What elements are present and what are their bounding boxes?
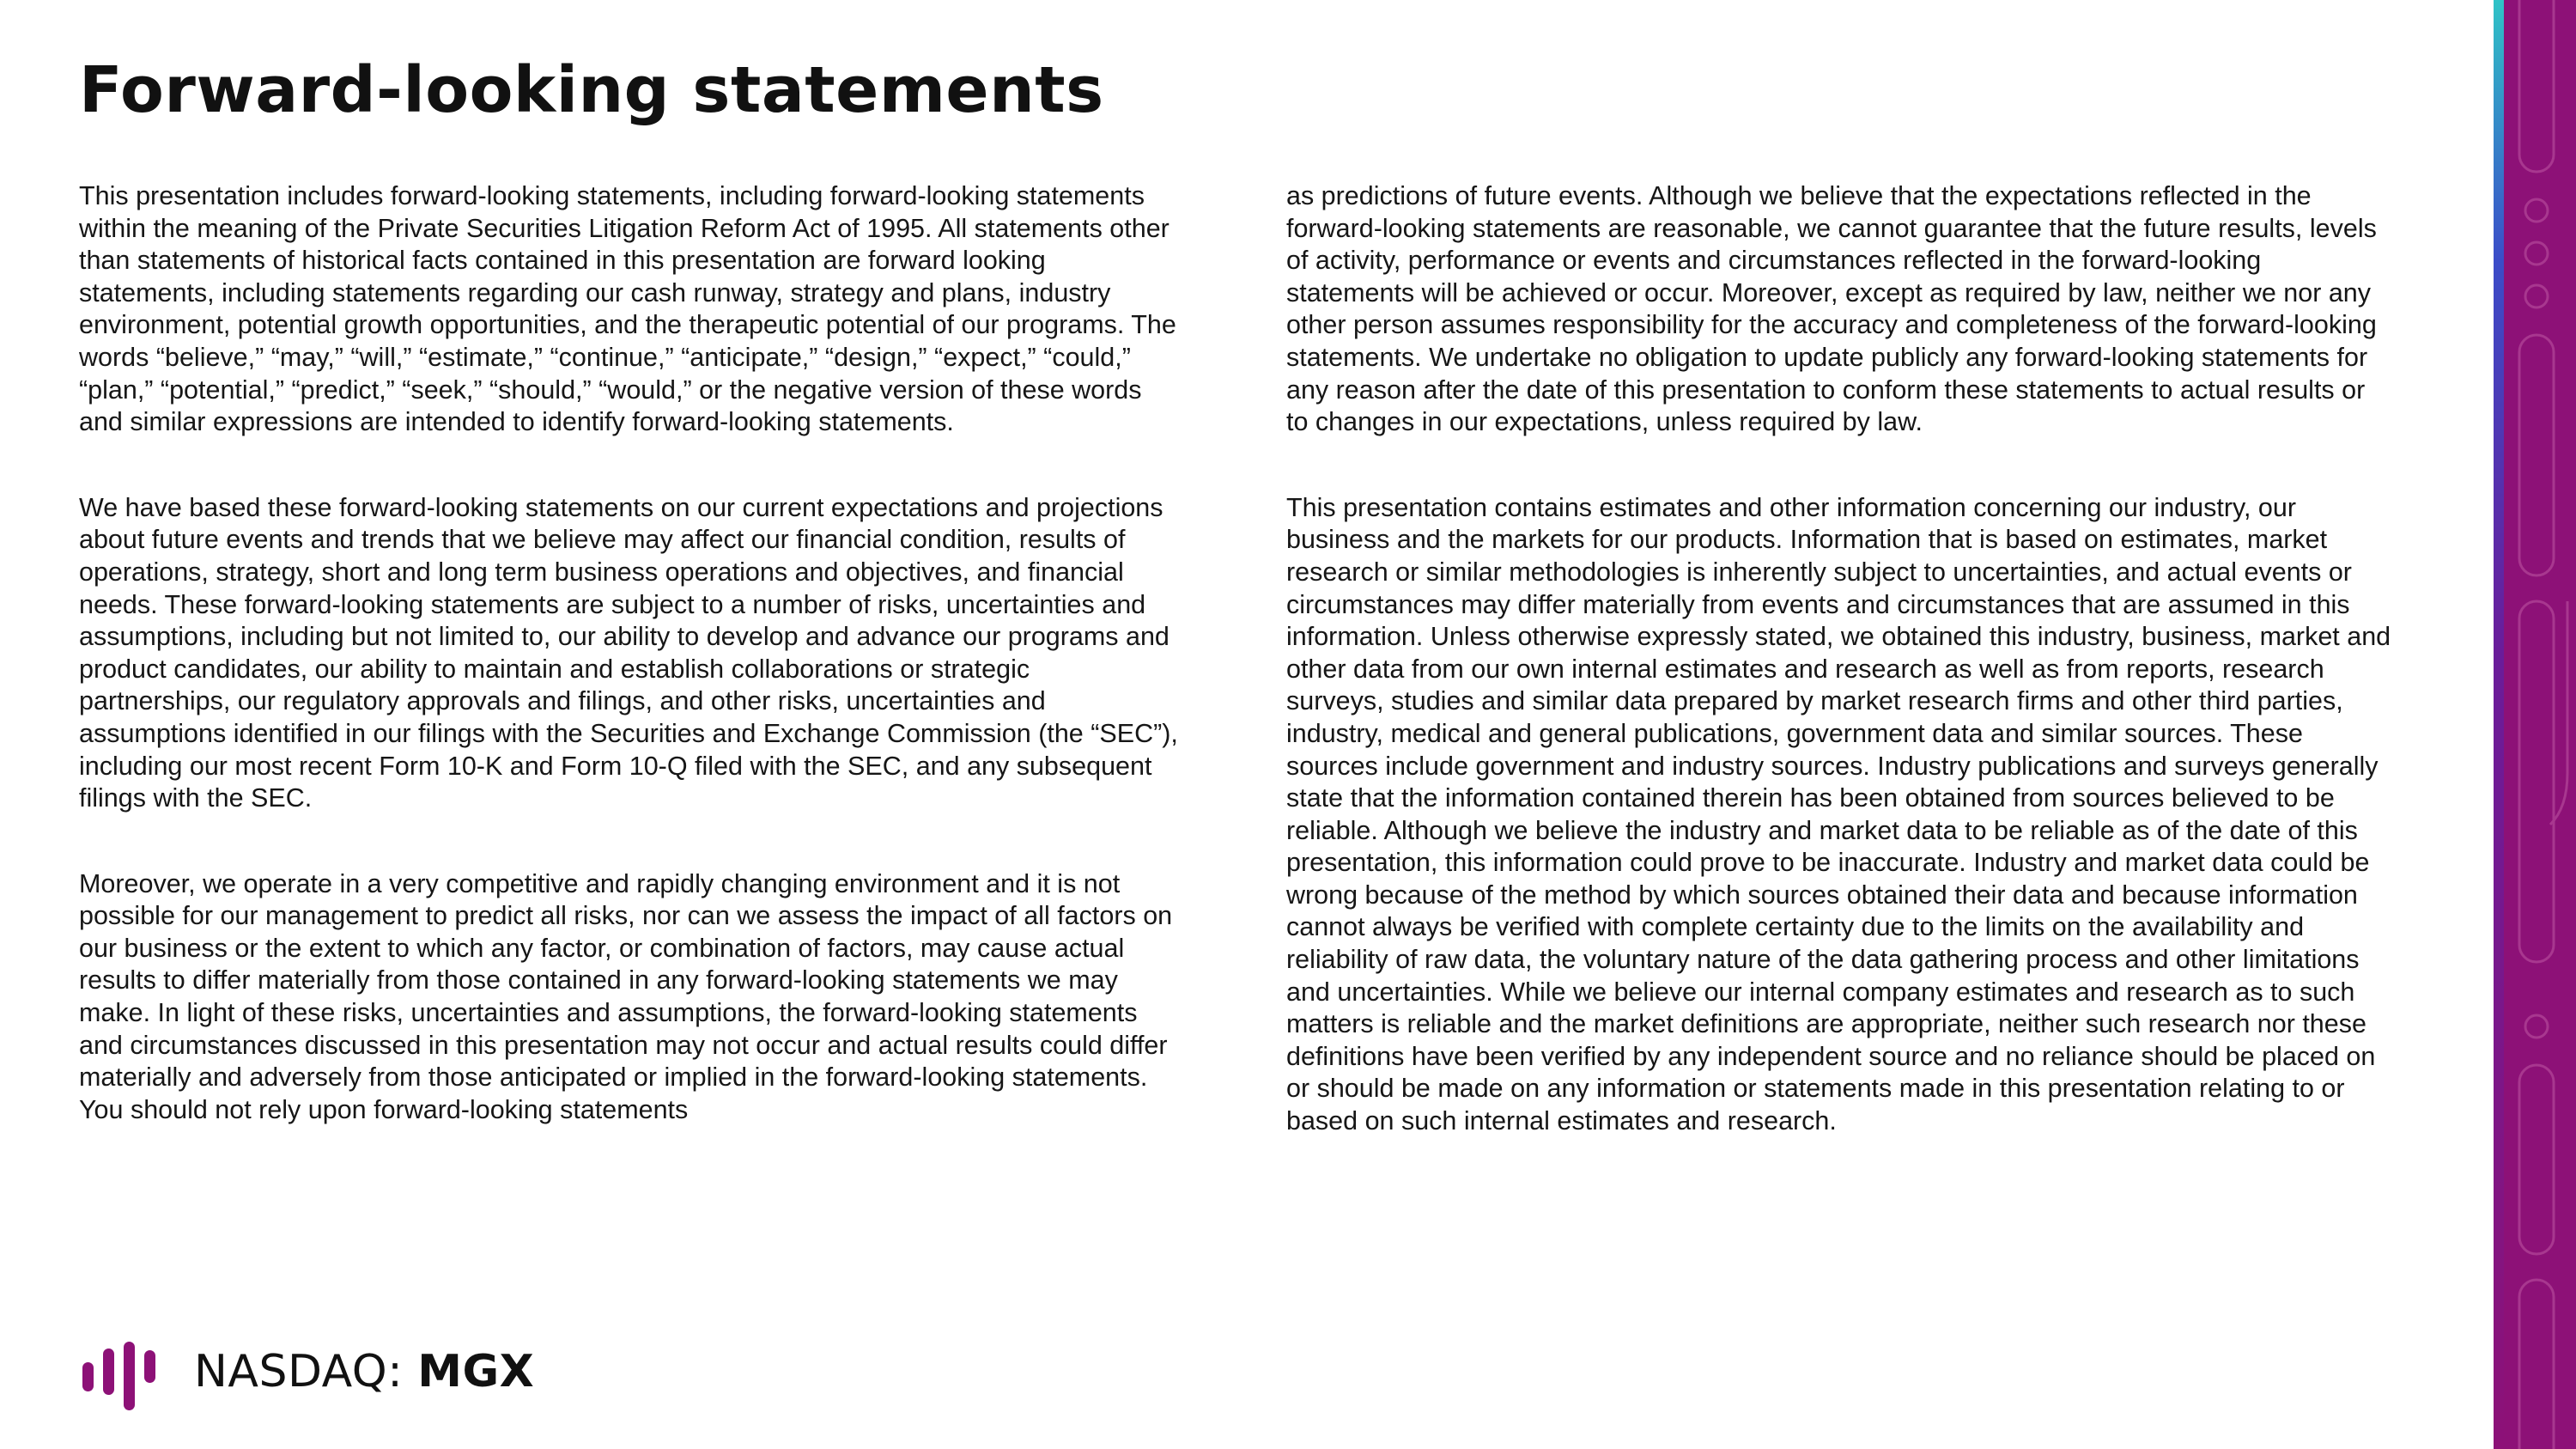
ticker-symbol: MGX <box>417 1346 535 1397</box>
right-text-column <box>1286 180 2394 1138</box>
exchange-ticker <box>194 1346 534 1397</box>
paragraph-predictions-disclaimer: as predictions of future events. Although we believe that the expectations reflected in the forward-looking statements are reasonable, we cannot guarantee that the future results, levels of activity, performance or events and circumstances reflected in the forward-looking statements will be achieved or occur. Moreover, except as required by law, neither we nor any other person assumes responsibility for the accuracy and completeness of the forward-looking statements. We undertake no obligation to update publicly any forward-looking statements for any reason after the date of this presentation to conform these statements to actual results or to changes in our expectations, unless required by law. <box>1286 181 2377 437</box>
page-title: Forward-looking statements <box>79 53 1104 127</box>
paragraph-expectations-basis: We have based these forward-looking statements on our current expectations and projections about future events and trends that we believe may affect our financial condition, results of operations, strategy, short and long term business operations and objectives, and financial needs. These forward-looking statements are subject to a number of risks, uncertainties and assumptions, including but not limited to, our ability to develop and advance our programs and product candidates, our ability to maintain and establish collaborations or strategic partnerships, our regulatory approvals and filings, and other risks, uncertainties and assumptions identified in our filings with the Securities and Exchange Commission (the “SEC”), including our most recent Form 10-K and Form 10-Q filed with the SEC, and any subsequent filings with the SEC. <box>79 492 1178 813</box>
gradient-accent-bar <box>2494 0 2504 1449</box>
decorative-side-strip <box>2494 0 2576 1449</box>
paragraph-industry-data: This presentation contains estimates and other information concerning our industry, our business and the markets for our products. Information that is based on estimates, market research or similar methodologies is inherently subject to uncertainties, and actual events or circumstances may differ materially from events and circumstances that are assumed in this information. Unless otherwise expressly stated, we obtained this industry, business, market and other data from our own internal estimates and research as well as from reports, research surveys, studies and similar data prepared by market research firms and other third parties, industry, medical and general publications, government data and similar sources. These sources include government and industry sources. Industry publications and surveys generally state that the information contained therein has been obtained from sources believed to be reliable. Although we believe the industry and market data to be reliable as of the date of this presentation, this information could prove to be inaccurate. Industry and market data could be wrong because of the method by which sources obtained their data and because information cannot always be verified with complete certainty due to the limits on the availability and reliability of raw data, the voluntary nature of the data gathering process and other limitations and uncertainties. While we believe our internal company estimates and research as to such matters is reliable and the market definitions are appropriate, neither such research nor these definitions have been verified by any independent source and no reliance should be placed on or should be made on any information or statements made in this presentation relating to or based on such internal estimates and research. <box>1286 492 2391 1136</box>
paragraph-competitive-environment: Moreover, we operate in a very competitive and rapidly changing environment and it is not possible for our management to predict all risks, nor can we assess the impact of all factors on our business or the extent to which any factor, or combination of factors, may cause actual results to differ materially from those contained in any forward-looking statements we may make. In light of these risks, uncertainties and assumptions, the forward-looking statements and circumstances discussed in this presentation may not occur and actual results could differ materially and adversely from those anticipated or implied in the forward-looking statements. You should not rely upon forward-looking statements <box>79 868 1173 1124</box>
circuit-pattern-icon <box>2516 0 2576 1449</box>
paragraph-forward-looking-intro: This presentation includes forward-looking statements, including forward-looking statements within the meaning of the Private Securities Litigation Reform Act of 1995. All statements other than statements of historical facts contained in this presentation are forward looking statements, including statements regarding our cash runway, strategy and plans, industry environment, potential growth opportunities, and the therapeutic potential of our programs. The words “believe,” “may,” “will,” “estimate,” “continue,” “anticipate,” “design,” “expect,” “could,” “plan,” “potential,” “predict,” “seek,” “should,” “would,” or the negative version of these words and similar expressions are intended to identify forward-looking statements. <box>79 181 1176 437</box>
company-logo-icon <box>79 1333 173 1410</box>
left-text-column <box>79 180 1187 1126</box>
footer-logo <box>79 1333 534 1410</box>
exchange-label: NASDAQ: <box>194 1346 404 1397</box>
